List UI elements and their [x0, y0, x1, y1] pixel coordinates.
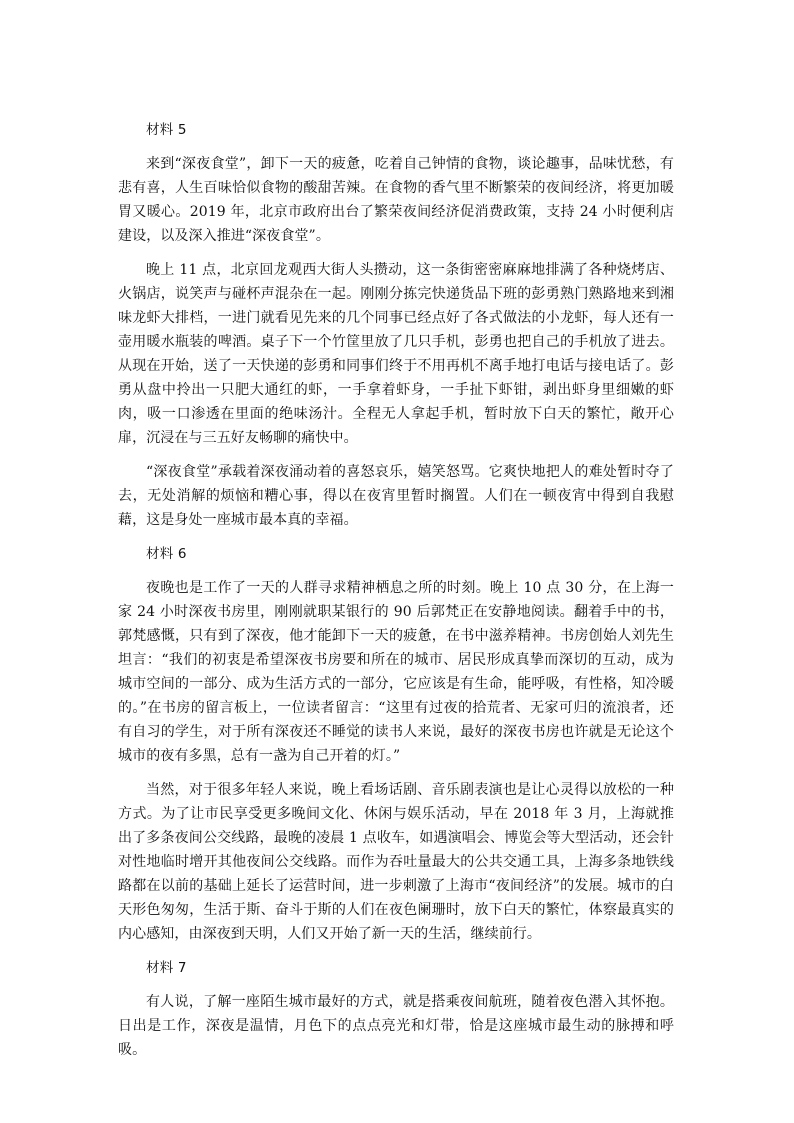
paragraph: 有人说，了解一座陌生城市最好的方式，就是搭乘夜间航班，随着夜色潜入其怀抱。日出是工作，深夜是温情，月色下的点点亮光和灯带，恰是这座城市最生动的脉搏和呼吸。 — [118, 994, 674, 1058]
document-body — [118, 118, 674, 1072]
paragraph: 晚上 11 点，北京回龙观西大街人头攒动，这一条街密密麻麻地排满了各种烧烤店、火锅店，说笑声与碰杯声混杂在一起。刚刚分拣完快递货品下班的彭勇熟门熟路地来到湘味龙虾大排档，一进门就看见先来的几个同事已经点好了各式做法的小龙虾，每人还有一壶用暖水瓶装的啤酒。桌子下一个竹筐里放了几只手机，彭勇也把自己的手机放了进去。从现在开始，送了一天快递的彭勇和同事们终于不用再机不离手地打电话与接电话了。彭勇从盘中拎出一只肥大通红的虾，一手拿着虾身，一手扯下虾钳，剥出虾身里细嫩的虾肉，吸一口渗透在里面的绝味汤汁。全程无人拿起手机，暂时放下白天的繁忙，敞开心扉，沉浸在与三五好友畅聊的痛快中。 — [118, 262, 674, 446]
paragraph: 夜晚也是工作了一天的人群寻求精神栖息之所的时刻。晚上 10 点 30 分，在上海一家 24 小时深夜书房里，刚刚就职某银行的 90 后郭梵正在安静地阅读。翻着手中的书，郭梵感慨，只有到了深夜，他才能卸下一天的疲惫，在书中滋养精神。书房创始人刘先生坦言：“我们的初衷是希望深夜书房要和所在的城市、居民形成真挚而深切的互动，成为城市空间的一部分、成为生活方式的一部分，它应该是有生命，能呼吸，有性格，知冷暖的。”在书房的留言板上，一位读者留言：“这里有过夜的拾荒者、无家可归的流浪者，还有自习的学生，对于所有深夜还不睡觉的读书人来说，最好的深夜书房也许就是无论这个城市的夜有多黑，总有一盏为自己开着的灯。” — [118, 580, 674, 764]
paragraph: “深夜食堂”承载着深夜涌动着的喜怒哀乐，嬉笑怒骂。它爽快地把人的难处暂时夺了去，无处消解的烦恼和糟心事，得以在夜宵里暂时搁置。人们在一顿夜宵中得到自我慰藉，这是身处一座城市最本真的幸福。 — [118, 464, 674, 528]
section-heading-material-7: 材料 7 — [146, 960, 187, 976]
section-heading-material-6: 材料 6 — [146, 546, 187, 562]
paragraph: 来到“深夜食堂”，卸下一天的疲惫，吃着自己钟情的食物，谈论趣事，品味忧愁，有悲有喜，人生百味恰似食物的酸甜苦辣。在食物的香气里不断繁荣的夜间经济，将更加暖胃又暖心。2019 年，北京市政府出台了繁荣夜间经济促消费政策，支持 24 小时便利店建设，以及深入推进“深夜食堂”。 — [118, 156, 674, 244]
paragraph: 当然，对于很多年轻人来说，晚上看场话剧、音乐剧表演也是让心灵得以放松的一种方式。为了让市民享受更多晚间文化、休闲与娱乐活动，早在 2018 年 3 月，上海就推出了多条夜间公交线路，最晚的凌晨 1 点收车，如遇演唱会、博览会等大型活动，还会针对性地临时增开其他夜间公交线路。而作为吞吐量最大的公共交通工具，上海多条地铁线路都在以前的基础上延长了运营时间，进一步刺激了上海市“夜间经济”的发展。城市的白天形色匆匆，生活于斯、奋斗于斯的人们在夜色阑珊时，放下白天的繁忙，体察最真实的内心感知，由深夜到天明，人们又开始了新一天的生活，继续前行。 — [118, 782, 674, 942]
section-heading-material-5: 材料 5 — [146, 122, 187, 138]
